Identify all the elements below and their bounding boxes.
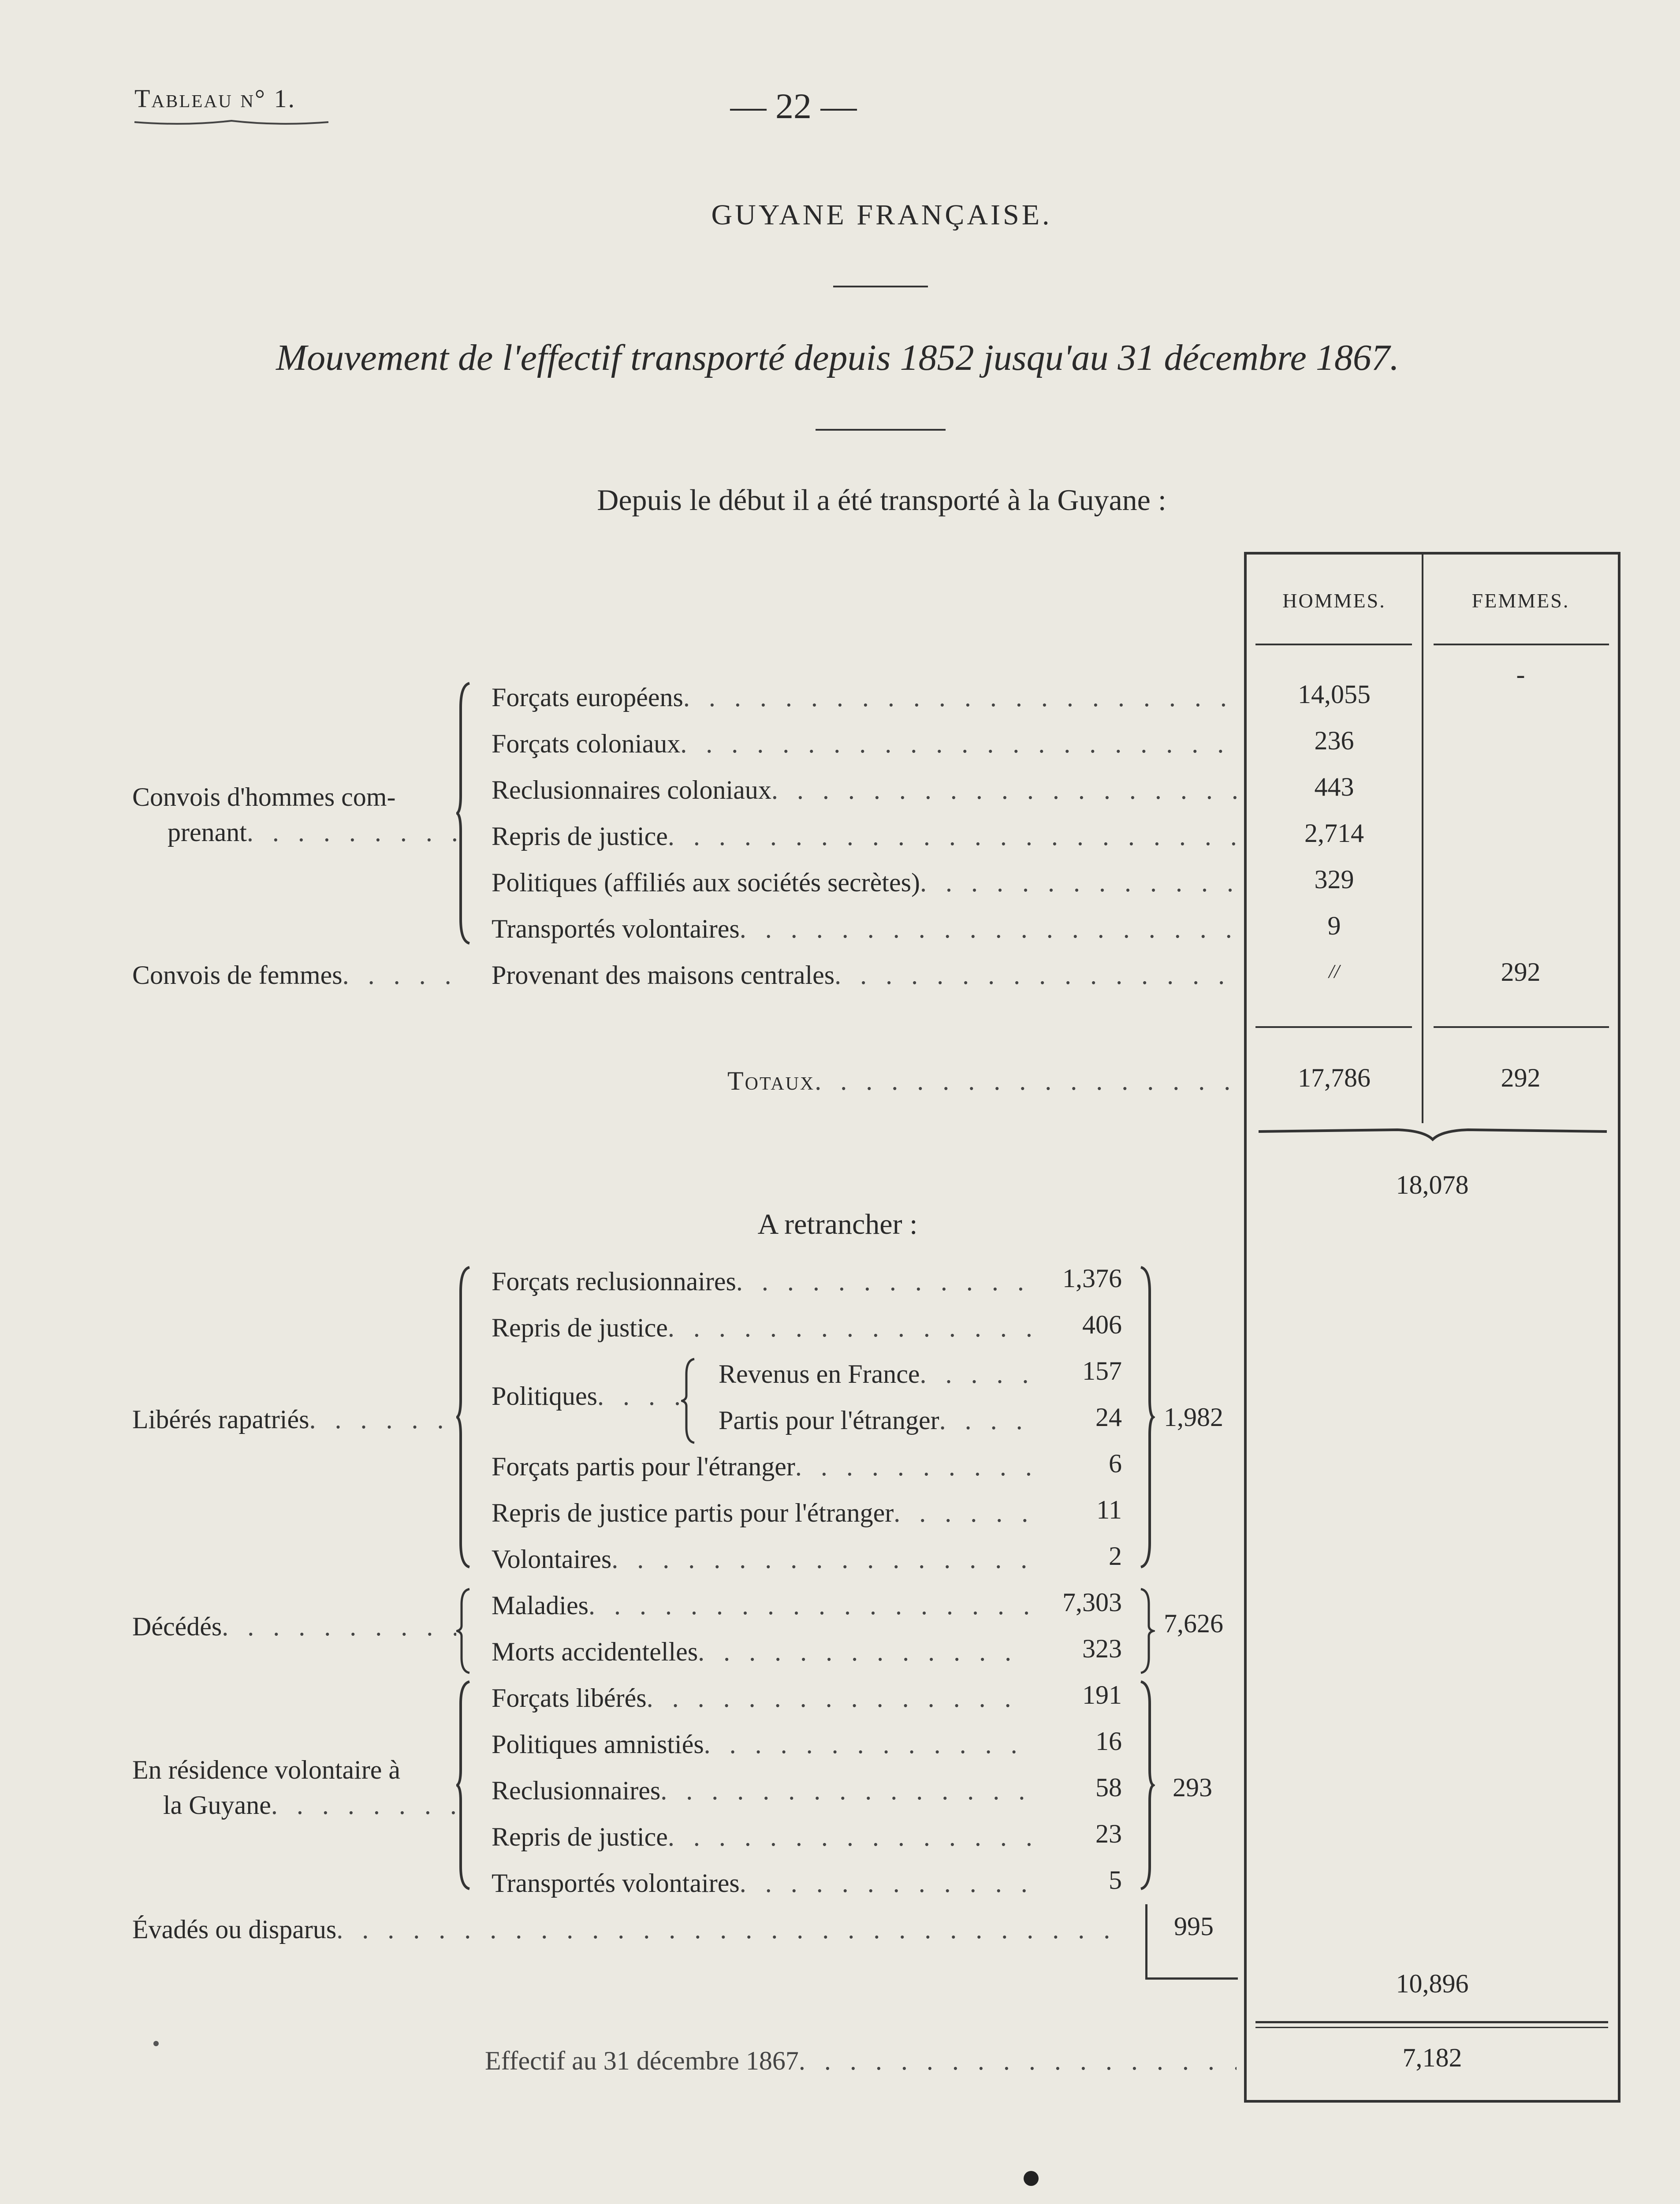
row-liberes-repris-de-justice: Repris de justice . . . xyxy=(492,1314,1032,1341)
totaux-label: Totaux . . . xyxy=(727,1068,1237,1094)
hommes-header-rule xyxy=(1255,644,1412,645)
row-morts-accidentelles: Morts accidentelles . . . xyxy=(492,1638,1032,1665)
hommes-forcats-coloniaux: 236 xyxy=(1314,726,1354,755)
ink-speck xyxy=(153,2041,159,2046)
residence-subtotal: 293 xyxy=(1173,1773,1212,1802)
row-maladies: Maladies . . . xyxy=(492,1592,1032,1619)
evades-value: 995 xyxy=(1174,1912,1214,1941)
val-forcats-partis-etranger: 6 xyxy=(1109,1449,1122,1478)
row-reclusionnaires-coloniaux: Reclusionnaires coloniaux . . . xyxy=(492,777,1237,803)
hommes-politiques: 329 xyxy=(1314,865,1354,894)
effectif-value: 7,182 xyxy=(1402,2043,1462,2072)
row-residence-transportes-volontaires: Transportés volontaires . . . xyxy=(492,1870,1032,1896)
convois-femmes-label: Convois de femmes . . . xyxy=(132,962,456,988)
totaux-ornament xyxy=(1256,1122,1609,1144)
row-forcats-reclusionnaires: Forçats reclusionnaires . . . xyxy=(492,1268,1032,1295)
val-volontaires: 2 xyxy=(1109,1541,1122,1571)
femmes-header-rule xyxy=(1434,644,1609,645)
page-title: GUYANE FRANÇAISE. xyxy=(711,199,1052,231)
val-forcats-reclusionnaires: 1,376 xyxy=(1062,1264,1122,1293)
evades-bottom-rule xyxy=(1145,1977,1238,1980)
column-divider xyxy=(1422,555,1423,1123)
val-morts-accidentelles: 323 xyxy=(1082,1634,1122,1663)
femmes-dash: - xyxy=(1516,660,1525,689)
row-forcats-europeens: Forçats européens . . . xyxy=(492,684,1237,711)
row-politiques-amnisties: Politiques amnistiés . . . xyxy=(492,1731,1032,1757)
residence-right-brace xyxy=(1137,1679,1155,1891)
header-femmes: FEMMES. xyxy=(1471,589,1570,612)
liberes-brace xyxy=(456,1265,474,1569)
subtitle: Mouvement de l'effectif transporté depuis 1852 jusqu'au 31 décembre 1867. xyxy=(276,337,1399,378)
decedes-right-brace xyxy=(1137,1587,1155,1675)
val-residence-repris-de-justice: 23 xyxy=(1095,1819,1122,1848)
politiques-brace xyxy=(681,1357,699,1445)
hommes-reclusionnaires-coloniaux: 443 xyxy=(1314,772,1354,801)
page-number: — 22 — xyxy=(730,86,857,126)
hommes-maisons-centrales: // xyxy=(1329,961,1340,982)
a-retrancher-total: 10,896 xyxy=(1396,1969,1469,1998)
row-partis-pour-etranger: Partis pour l'étranger . . . xyxy=(719,1407,1032,1433)
row-repris-de-justice: Repris de justice . . . xyxy=(492,823,1237,849)
liberes-label: Libérés rapatriés . . . xyxy=(132,1406,456,1433)
row-forcats-coloniaux: Forçats coloniaux . . . xyxy=(492,730,1237,757)
row-politiques: Politiques (affiliés aux sociétés secrètes) . . . xyxy=(492,869,1237,896)
val-liberes-repris-de-justice: 406 xyxy=(1082,1310,1122,1339)
val-partis-pour-etranger: 24 xyxy=(1095,1403,1122,1432)
decedes-brace xyxy=(456,1587,474,1675)
a-retrancher-heading: A retrancher : xyxy=(757,1208,918,1240)
hommes-transportes-volontaires: 9 xyxy=(1327,911,1341,940)
residence-brace xyxy=(456,1679,474,1891)
subtitle-rule xyxy=(816,429,946,431)
ink-dot xyxy=(1024,2171,1039,2186)
evades-label: Évadés ou disparus . . . xyxy=(132,1916,1124,1943)
convois-hommes-brace xyxy=(456,681,474,946)
val-maladies: 7,303 xyxy=(1062,1588,1122,1617)
table-bottom-border xyxy=(1244,2100,1620,2103)
tableau-label: Tableau n° 1. xyxy=(134,84,296,113)
intro-text: Depuis le début il a été transporté à la Guyane : xyxy=(597,483,1166,517)
effectif-label: Effectif au 31 décembre 1867 . . . xyxy=(485,2048,1237,2074)
totaux-combined: 18,078 xyxy=(1396,1170,1469,1199)
row-volontaires: Volontaires . . . xyxy=(492,1546,1032,1572)
residence-label-cont: la Guyane . . . xyxy=(163,1792,456,1818)
row-forcats-partis-etranger: Forçats partis pour l'étranger . . . xyxy=(492,1453,1032,1480)
row-maisons-centrales: Provenant des maisons centrales . . . xyxy=(492,962,1237,988)
totaux-hommes: 17,786 xyxy=(1298,1063,1371,1092)
val-reclusionnaires: 58 xyxy=(1095,1773,1122,1802)
val-forcats-liberes: 191 xyxy=(1082,1680,1122,1709)
table-top-border xyxy=(1244,552,1620,555)
hommes-forcats-europeens: 14,055 xyxy=(1298,680,1371,709)
femmes-maisons-centrales: 292 xyxy=(1501,957,1541,987)
liberes-subtotal: 1,982 xyxy=(1164,1403,1223,1432)
decedes-label: Décédés . . . xyxy=(132,1613,456,1640)
effectif-rule-1 xyxy=(1255,2021,1608,2023)
header-ornament xyxy=(132,115,331,129)
row-revenus-en-france: Revenus en France . . . xyxy=(719,1361,1032,1387)
femmes-total-rule xyxy=(1434,1026,1609,1028)
row-reclusionnaires: Reclusionnaires . . . xyxy=(492,1777,1032,1804)
val-residence-transportes-volontaires: 5 xyxy=(1109,1865,1122,1895)
decedes-subtotal: 7,626 xyxy=(1164,1609,1223,1638)
row-forcats-liberes: Forçats libérés . . . xyxy=(492,1685,1032,1711)
hommes-total-rule xyxy=(1255,1026,1412,1028)
hommes-repris-de-justice: 2,714 xyxy=(1304,819,1364,848)
convois-hommes-label-cont: prenant . . . xyxy=(168,819,456,845)
val-repris-partis-etranger: 11 xyxy=(1096,1495,1122,1524)
totaux-femmes: 292 xyxy=(1501,1063,1541,1092)
val-politiques-amnisties: 16 xyxy=(1095,1727,1122,1756)
effectif-rule-2 xyxy=(1255,2027,1608,2028)
row-residence-repris-de-justice: Repris de justice . . . xyxy=(492,1824,1032,1850)
row-repris-partis-etranger: Repris de justice partis pour l'étranger . . . xyxy=(492,1500,1032,1526)
header-hommes: HOMMES. xyxy=(1282,589,1386,612)
politiques-label: Politiques . . . xyxy=(492,1383,681,1409)
row-transportes-volontaires: Transportés volontaires . . . xyxy=(492,916,1237,942)
liberes-right-brace xyxy=(1137,1265,1155,1569)
val-revenus-en-france: 157 xyxy=(1082,1356,1122,1385)
table-right-border xyxy=(1618,552,1620,2103)
residence-label: En résidence volontaire à xyxy=(132,1755,401,1784)
convois-hommes-label: Convois d'hommes com- xyxy=(132,782,396,812)
title-rule xyxy=(833,286,928,287)
